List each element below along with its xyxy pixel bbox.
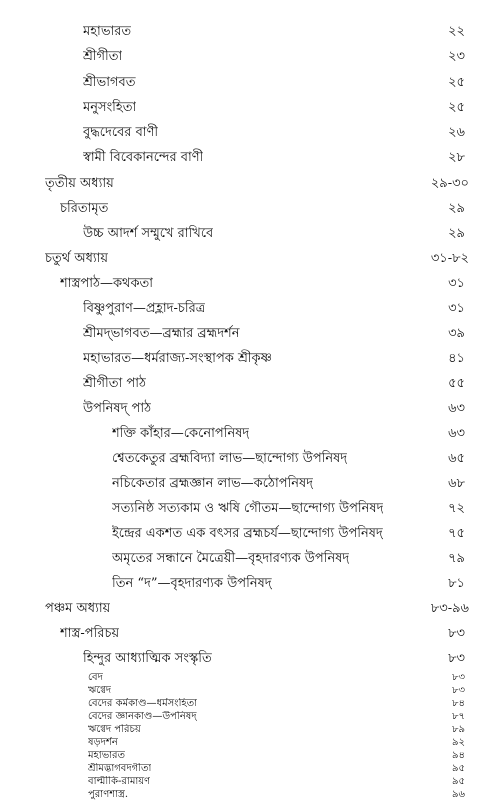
toc-entry [0,473,496,494]
toc-entry [0,776,496,787]
toc-entry [0,97,496,118]
toc-chapter-title: পঞ্চম অধ্যায় [45,601,111,616]
toc-entry-page: ৬৮ [448,476,465,491]
toc-entry [0,423,496,444]
toc-entry-page: ৩১ [448,301,465,316]
toc-entry-title: স্বামী বিবেকানন্দের বাণী [83,150,204,165]
toc-entry [0,724,496,735]
toc-entry-page: ৪১ [448,351,465,366]
toc-entry-title: তিন “দ”—বৃহদারণ্যক উপনিষদ্‌ [112,576,272,591]
toc-entry-page: ৩৯ [448,326,465,341]
toc-entry-title: শ্রীভাগবত [83,75,136,90]
toc-entry-title: মহাভারত [88,750,126,761]
toc-entry-page: ৮৩ [448,626,465,641]
toc-entry [0,623,496,644]
toc-entry-title: পুরাণশাস্ত্র. [88,789,129,800]
toc-chapter [0,248,496,269]
toc-entry [0,672,496,683]
toc-entry-page: ২৮ [448,150,465,165]
toc-entry-page: ৭৯ [448,551,465,566]
toc-entry [0,648,496,669]
toc-chapter-pages: ৩১-৮২ [430,251,469,266]
toc-entry [0,698,496,709]
toc-entry-title: মহাভারত—ধর্মরাজ্য-সংস্থাপক শ্রীকৃষ্ণ [83,351,272,366]
toc-entry [0,21,496,42]
toc-entry [0,348,496,369]
toc-entry [0,273,496,294]
toc-entry-title: শক্তি কাঁহার—কেনোপনিষদ্‌ [112,426,250,441]
toc-entry [0,373,496,394]
toc-entry-page: ৩১ [448,276,465,291]
toc-entry [0,548,496,569]
toc-entry-title: চরিতামৃত [60,201,109,216]
toc-entry-page: ৮৭ [452,711,465,722]
toc-entry [0,750,496,761]
toc-entry-title: শ্রীগীতা [83,49,123,64]
toc-entry-title: মহাভারত [83,24,132,39]
toc-entry-title: বেদের জ্ঞানকাণ্ড—উপনিষদ্‌ [88,711,197,722]
toc-entry-page: ৯৪ [452,750,465,761]
toc-entry-page: ৮৯ [452,724,465,735]
toc-entry-page: ৮৩ [448,651,465,666]
toc-entry-title: নচিকেতার ব্রহ্মজ্ঞান লাভ—কঠোপনিষদ্‌ [112,476,314,491]
toc-entry [0,789,496,800]
toc-entry-title: বিষ্ণুপুরাণ—প্রহ্লাদ-চরিত্র [83,301,206,316]
toc-entry [0,46,496,67]
toc-entry-page: ৯৫ [452,763,465,774]
toc-entry-page: ৬৩ [448,426,465,441]
toc-entry [0,448,496,469]
toc-entry-page: ৮১ [448,576,465,591]
toc-chapter-pages: ২৯-৩০ [430,176,469,191]
toc-entry [0,147,496,168]
toc-entry [0,223,496,244]
toc-entry [0,498,496,519]
toc-chapter-title: তৃতীয় অধ্যায় [45,176,114,191]
toc-entry-title: বেদ [88,672,103,683]
toc-chapter [0,173,496,194]
toc-entry-title: ষড়দর্শন [88,737,118,748]
toc-entry-page: ৯৬ [452,789,465,800]
toc-entry-title: উপনিষদ্‌ পাঠ [83,401,152,416]
toc-entry-title: শাস্ত্রপাঠ—কথকতা [60,276,154,291]
toc-entry [0,323,496,344]
toc-entry-page: ৬৩ [448,401,465,416]
toc-entry-page: ২২ [448,24,465,39]
toc-entry-page: ৮৩ [452,685,465,696]
toc-entry-title: সত্যনিষ্ঠ সত্যকাম ও ঋষি গৌতম—ছান্দোগ্য উপনিষদ্‌ [112,501,384,516]
toc-entry-title: বেদের কর্মকাণ্ড—ধর্মসংহিতা [88,698,198,709]
toc-entry-title: ঋগ্বেদ [88,685,112,696]
toc-entry [0,685,496,696]
toc-entry-title: মনুসংহিতা [83,100,137,115]
toc-entry [0,737,496,748]
toc-entry-page: ২৫ [448,100,465,115]
toc-entry-title: ঋগ্বেদ পরিচয় [88,724,141,735]
toc-entry [0,523,496,544]
toc-entry-page: ৯৫ [452,776,465,787]
toc-entry-title: শাস্ত্র-পরিচয় [60,626,120,641]
toc-entry [0,122,496,143]
toc-entry-page: ৯২ [452,737,465,748]
toc-entry-page: ৭৫ [448,526,465,541]
toc-chapter-pages: ৮৩-৯৬ [430,601,469,616]
toc-entry-page: ৮৪ [452,698,465,709]
toc-chapter-title: চতুর্থ অধ্যায় [45,251,109,266]
toc-entry [0,72,496,93]
toc-entry-title: হিন্দুর আধ্যাত্মিক সংস্কৃতি [83,651,212,666]
toc-entry-page: ৭২ [448,501,465,516]
toc-entry-title: শ্রীমদ্ভাগবদগীতা [88,763,152,774]
toc-entry-title: বাল্মীকি-রামায়ণ [88,776,151,787]
toc-entry-page: ৮৩ [452,672,465,683]
toc-entry-page: ২৬ [448,125,465,140]
toc-chapter [0,598,496,619]
toc-entry-title: শ্রীগীতা পাঠ [83,376,146,391]
toc-entry-page: ৫৫ [448,376,465,391]
toc-entry [0,573,496,594]
toc-entry-page: ২৩ [448,49,465,64]
toc-entry-page: ২৯ [448,201,465,216]
toc-entry [0,763,496,774]
toc-entry [0,298,496,319]
toc-entry-title: শ্বেতকেতুর ব্রহ্মবিদ্যা লাভ—ছান্দোগ্য উপনিষদ্‌ [112,451,348,466]
toc-entry [0,198,496,219]
toc-entry-title: উচ্চ আদর্শ সম্মুখে রাখিবে [83,226,214,241]
toc-entry-title: বুদ্ধদেবের বাণী [83,125,159,140]
toc-entry [0,398,496,419]
toc-entry [0,711,496,722]
toc-entry-page: ৬৫ [448,451,465,466]
toc-entry-title: ইন্দ্রের একশত এক বৎসর ব্রহ্মচর্য—ছান্দোগ্য উপনিষদ্‌ [112,526,383,541]
toc-entry-page: ২৫ [448,75,465,90]
toc-entry-title: শ্রীমদ্‌ভাগবত—ব্রহ্মার ব্রহ্মদর্শন [83,326,240,341]
toc-entry-page: ২৯ [448,226,465,241]
toc-entry-title: অমৃতের সন্ধানে মৈত্রেয়ী—বৃহদারণ্যক উপনিষদ্‌ [112,551,350,566]
